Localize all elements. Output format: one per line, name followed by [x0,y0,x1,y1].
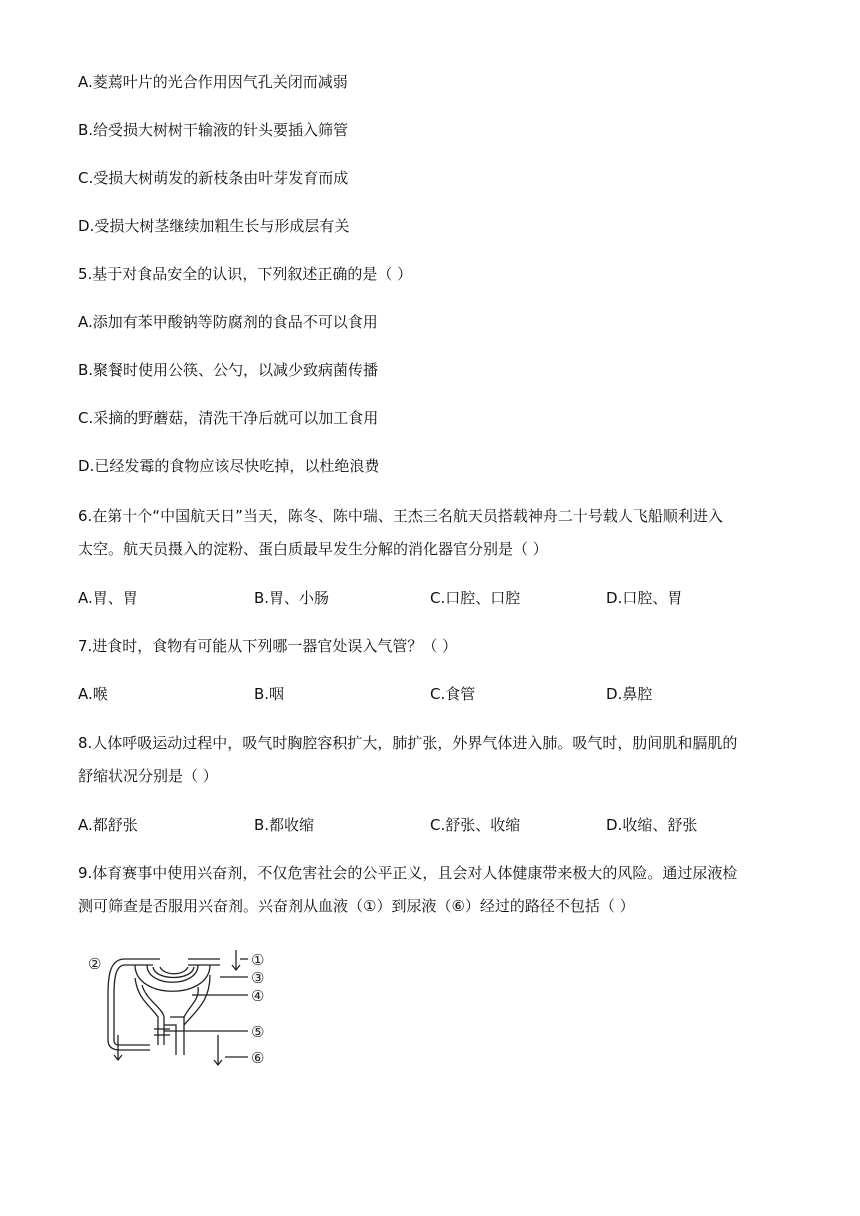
q4-option-c: C.受损大树萌发的新枝条由叶芽发育而成 [78,169,349,187]
q6-option-a: A.胃、胃 [78,589,138,607]
q8-option-d: D.收缩、舒张 [606,816,698,834]
q4-option-b: B.给受损大树树干输液的针头要插入筛管 [78,121,349,139]
q5-stem: 5.基于对食品安全的认识，下列叙述正确的是（ ） [78,265,413,283]
q8-option-b: B.都收缩 [254,816,315,834]
figure-label-6: ⑥ [251,1049,265,1067]
q5-option-a: A.添加有苯甲酸钠等防腐剂的食品不可以食用 [78,313,378,331]
q6-stem-line1: 6.在第十个“中国航天日”当天，陈冬、陈中瑞、王杰三名航天员搭载神舟二十号载人飞船顺利进入 [78,507,723,525]
q7-option-a: A.喉 [78,685,108,703]
figure-label-4: ④ [251,987,265,1005]
q8-stem-line1: 8.人体呼吸运动过程中，吸气时胸腔容积扩大，肺扩张，外界气体进入肺。吸气时，肋间肌和膈肌的 [78,734,738,752]
q6-stem-line2: 太空。航天员摄入的淀粉、蛋白质最早发生分解的消化器官分别是（ ） [78,540,548,558]
q9-stem-line1: 9.体育赛事中使用兴奋剂，不仅危害社会的公平正义，且会对人体健康带来极大的风险。通过尿液检 [78,864,738,882]
q8-option-c: C.舒张、收缩 [430,816,521,834]
q8-stem-line2: 舒缩状况分别是（ ） [78,767,218,785]
q6-options [78,588,798,608]
figure-label-1: ① [251,951,265,969]
figure-label-2: ② [88,955,102,973]
figure-label-3: ③ [251,969,265,987]
q4-option-a: A.菱蔫叶片的光合作用因气孔关闭而减弱 [78,73,348,91]
q7-options [78,684,798,704]
q7-option-d: D.鼻腔 [606,685,653,703]
q9-stem-line2: 测可筛查是否服用兴奋剂。兴奋剂从血液（①）到尿液（⑥）经过的路径不包括（ ） [78,897,635,915]
q6-option-c: C.口腔、口腔 [430,589,521,607]
q8-option-a: A.都舒张 [78,816,138,834]
q7-option-c: C.食管 [430,685,476,703]
q4-option-d: D.受损大树茎继续加粗生长与形成层有关 [78,217,350,235]
q5-option-d: D.已经发霉的食物应该尽快吃掉，以杜绝浪费 [78,457,380,475]
q6-option-b: B.胃、小肠 [254,589,330,607]
q6-option-d: D.口腔、胃 [606,589,683,607]
q7-option-b: B.咽 [254,685,285,703]
q5-option-b: B.聚餐时使用公筷、公勺，以减少致病菌传播 [78,361,379,379]
figure-label-5: ⑤ [251,1023,265,1041]
q5-option-c: C.采摘的野蘑菇，清洗干净后就可以加工食用 [78,409,379,427]
q8-options [78,815,798,835]
nephron-diagram [80,945,280,1085]
q7-stem: 7.进食时，食物有可能从下列哪一器官处误入气管？（ ） [78,637,458,655]
